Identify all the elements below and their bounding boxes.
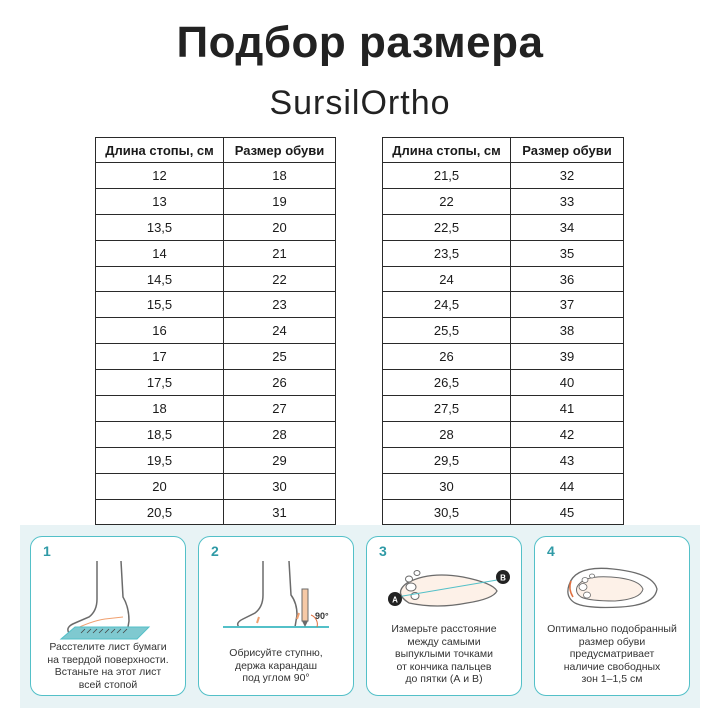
step-number: 4 — [547, 543, 555, 559]
foot-length-cell: 13 — [96, 188, 224, 214]
table-row — [96, 266, 336, 292]
column-header-shoe-size: Размер обуви — [511, 138, 624, 163]
step-text-line: Встаньте на этот лист — [54, 666, 162, 678]
foot-length-cell: 22,5 — [383, 214, 511, 240]
step-card-4 — [534, 536, 690, 696]
table-row — [383, 214, 624, 240]
foot-length-cell: 19,5 — [96, 447, 224, 473]
foot-length-cell: 20,5 — [96, 499, 224, 525]
foot-length-cell: 15,5 — [96, 292, 224, 318]
foot-length-cell: 17 — [96, 344, 224, 370]
foot-length-cell: 16 — [96, 318, 224, 344]
table-row — [383, 318, 624, 344]
table-row — [96, 421, 336, 447]
table-row — [96, 163, 336, 189]
step-text-line: держа карандаш — [234, 659, 318, 672]
angle-label: 90° — [315, 611, 329, 621]
table-row — [383, 292, 624, 318]
step-number: 3 — [379, 543, 387, 559]
shoe-size-cell: 33 — [511, 188, 624, 214]
step-card-3 — [366, 536, 522, 696]
instructions-panel — [20, 525, 700, 708]
shoe-size-cell: 30 — [224, 473, 336, 499]
table-row — [96, 292, 336, 318]
shoe-size-cell: 25 — [224, 344, 336, 370]
table-row — [383, 344, 624, 370]
point-b-label: B — [500, 573, 506, 583]
foot-length-cell: 30 — [383, 473, 511, 499]
foot-length-cell: 23,5 — [383, 240, 511, 266]
step-text-line: под углом 90° — [242, 672, 310, 684]
table-row — [383, 266, 624, 292]
foot-length-cell: 18,5 — [96, 421, 224, 447]
shoe-size-cell: 45 — [511, 499, 624, 525]
brand-name: SursilOrtho — [269, 84, 451, 122]
shoe-size-cell: 32 — [511, 163, 624, 189]
table-row — [383, 188, 624, 214]
shoe-size-cell: 20 — [224, 214, 336, 240]
column-header-foot-length: Длина стопы, см — [96, 138, 224, 163]
foot-length-cell: 18 — [96, 396, 224, 422]
foot-length-cell: 30,5 — [383, 499, 511, 525]
table-row — [383, 396, 624, 422]
size-table-right — [382, 137, 624, 525]
step-text-line: Оптимально подобранный — [547, 623, 677, 635]
foot-length-cell: 28 — [383, 421, 511, 447]
shoe-size-cell: 39 — [511, 344, 624, 370]
shoe-size-cell: 41 — [511, 396, 624, 422]
shoe-size-cell: 36 — [511, 266, 624, 292]
shoe-size-cell: 26 — [224, 370, 336, 396]
table-row — [383, 421, 624, 447]
shoe-size-cell: 29 — [224, 447, 336, 473]
table-row — [383, 447, 624, 473]
step-card-1 — [30, 536, 186, 696]
step-card-2 — [198, 536, 354, 696]
shoe-size-cell: 37 — [511, 292, 624, 318]
step-text-line: зон 1–1,5 см — [581, 673, 643, 685]
step-text-line: на твердой поверхности. — [47, 653, 169, 666]
page-title: Подбор размера — [176, 18, 544, 67]
step-text-line: от кончика пальцев — [396, 660, 492, 673]
foot-length-cell: 14,5 — [96, 266, 224, 292]
step-text-line: наличие свободных — [563, 660, 661, 673]
step-text-line: выпуклыми точками — [395, 648, 493, 660]
shoe-size-cell: 42 — [511, 421, 624, 447]
step-text-line: размер обуви — [578, 635, 646, 648]
shoe-size-cell: 27 — [224, 396, 336, 422]
foot-length-cell: 25,5 — [383, 318, 511, 344]
shoe-size-cell: 18 — [224, 163, 336, 189]
table-row — [383, 370, 624, 396]
table-row — [96, 318, 336, 344]
step-text-line: Обрисуйте ступню, — [229, 647, 323, 659]
step-text-line: всей стопой — [78, 678, 138, 691]
table-row — [383, 499, 624, 525]
table-row — [383, 163, 624, 189]
foot-length-cell: 29,5 — [383, 447, 511, 473]
foot-length-cell: 26,5 — [383, 370, 511, 396]
step-text-line: до пятки (А и В) — [405, 673, 483, 685]
foot-length-cell: 24 — [383, 266, 511, 292]
foot-length-cell: 20 — [96, 473, 224, 499]
step-text-line: между самыми — [407, 635, 481, 648]
shoe-size-cell: 38 — [511, 318, 624, 344]
step-text-line: Расстелите лист бумаги — [49, 641, 167, 653]
shoe-size-cell: 28 — [224, 421, 336, 447]
column-header-foot-length: Длина стопы, см — [383, 138, 511, 163]
step-number: 2 — [211, 543, 219, 559]
step-number: 1 — [43, 543, 51, 559]
foot-length-cell: 13,5 — [96, 214, 224, 240]
table-row — [96, 240, 336, 266]
foot-length-cell: 14 — [96, 240, 224, 266]
shoe-size-cell: 19 — [224, 188, 336, 214]
table-row — [96, 370, 336, 396]
size-table-left — [95, 137, 336, 525]
shoe-size-cell: 40 — [511, 370, 624, 396]
table-row — [96, 344, 336, 370]
table-row — [96, 396, 336, 422]
foot-length-cell: 17,5 — [96, 370, 224, 396]
foot-length-cell: 22 — [383, 188, 511, 214]
table-row — [383, 473, 624, 499]
shoe-size-cell: 35 — [511, 240, 624, 266]
table-row — [96, 447, 336, 473]
foot-length-cell: 21,5 — [383, 163, 511, 189]
foot-length-cell: 24,5 — [383, 292, 511, 318]
shoe-size-cell: 43 — [511, 447, 624, 473]
shoe-size-cell: 44 — [511, 473, 624, 499]
shoe-size-cell: 34 — [511, 214, 624, 240]
column-header-shoe-size: Размер обуви — [224, 138, 336, 163]
table-row — [96, 188, 336, 214]
table-row — [96, 214, 336, 240]
table-row — [96, 499, 336, 525]
table-row — [383, 240, 624, 266]
foot-length-cell: 27,5 — [383, 396, 511, 422]
shoe-size-cell: 31 — [224, 499, 336, 525]
shoe-size-cell: 22 — [224, 266, 336, 292]
step-text-line: Измерьте расстояние — [391, 623, 497, 635]
step-text-line: предусматривает — [569, 648, 655, 660]
shoe-size-cell: 21 — [224, 240, 336, 266]
point-a-label: A — [392, 595, 398, 605]
foot-length-cell: 12 — [96, 163, 224, 189]
table-row — [96, 473, 336, 499]
foot-length-cell: 26 — [383, 344, 511, 370]
shoe-size-cell: 23 — [224, 292, 336, 318]
shoe-size-cell: 24 — [224, 318, 336, 344]
